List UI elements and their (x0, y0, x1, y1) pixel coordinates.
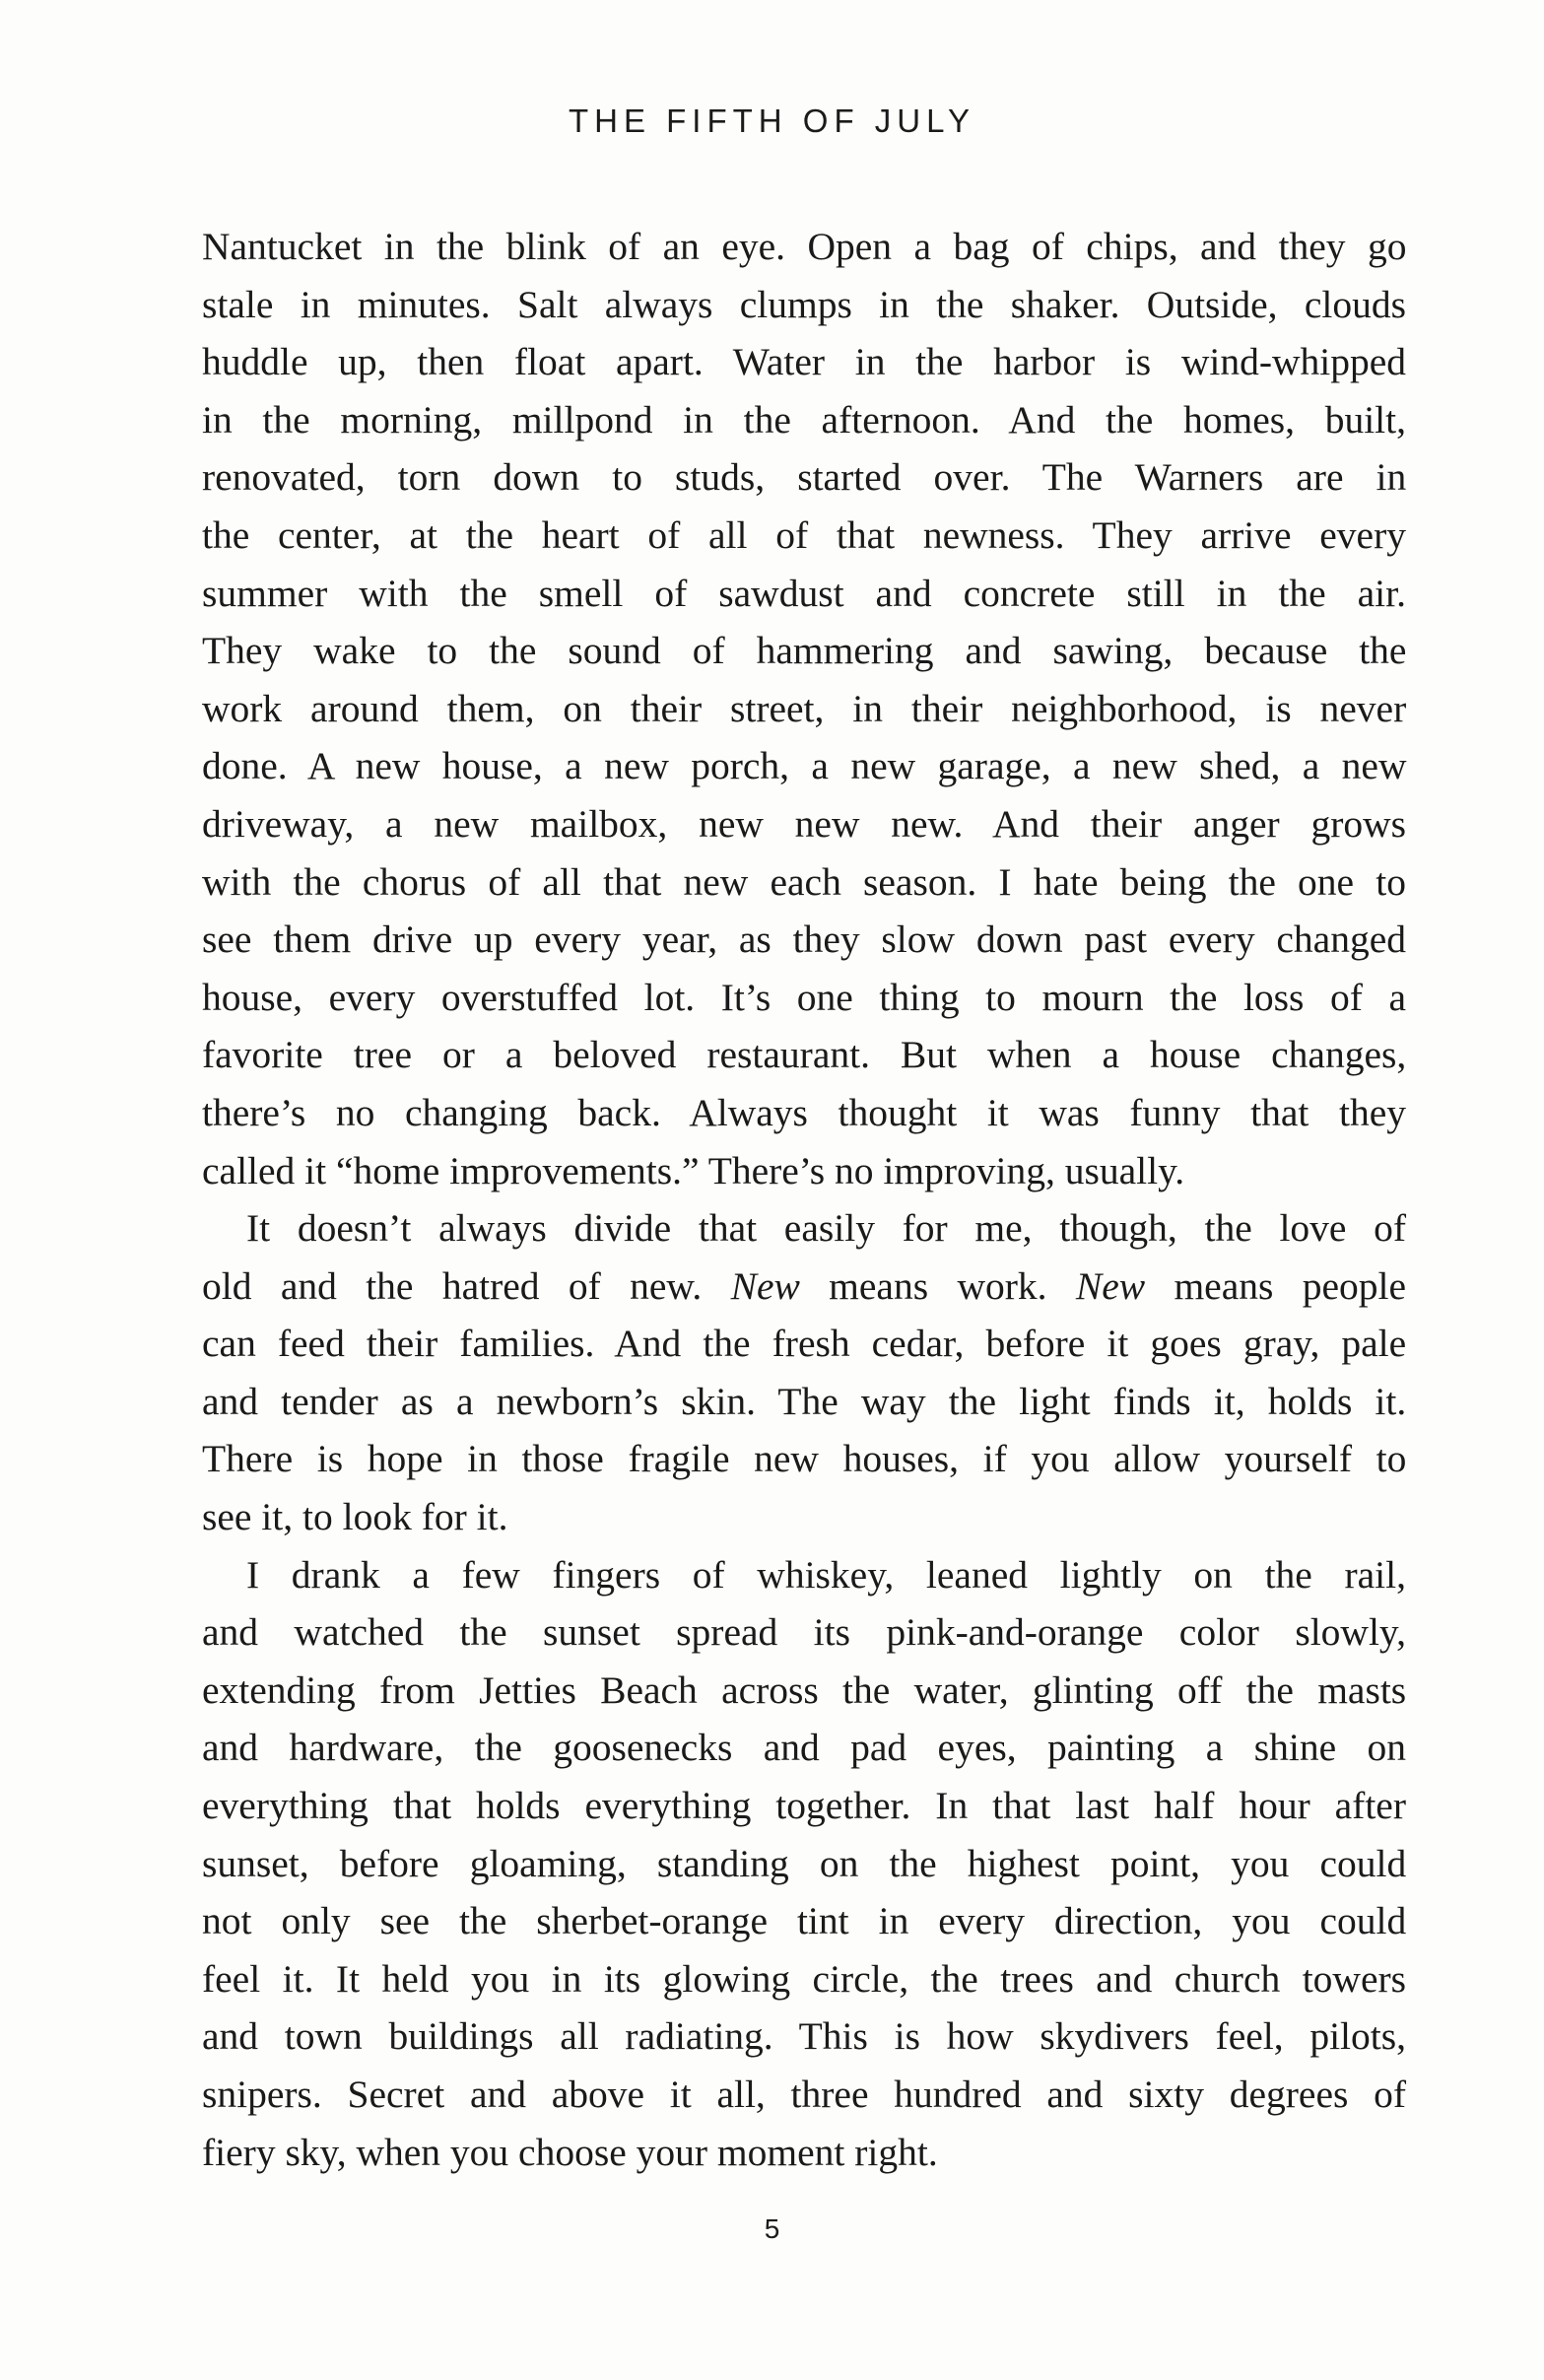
body-text (202, 218, 1406, 2181)
text-line: summer with the smell of sawdust and concrete still in the air. (202, 571, 1406, 615)
text-line-with-italics (202, 1258, 1406, 1316)
text-line: see it, to look for it. (202, 1495, 508, 1539)
text-line: and hardware, the goosenecks and pad eyes, painting a shine on (202, 1726, 1406, 1770)
text-line: everything that holds everything together. In that last half hour after (202, 1784, 1406, 1828)
italic-word: New (730, 1263, 800, 1308)
page-number: 5 (764, 2213, 780, 2244)
text-line: and watched the sunset spread its pink-and-orange color slowly, (202, 1610, 1406, 1655)
text-line: stale in minutes. Salt always clumps in the shaker. Outside, clouds (202, 282, 1406, 326)
text-line: huddle up, then float apart. Water in the harbor is wind-whipped (202, 340, 1407, 384)
text-line: done. A new house, a new porch, a new garage, a new shed, a new (202, 744, 1407, 788)
text-line: there’s no changing back. Always thought it was funny that they (202, 1090, 1406, 1134)
text-line: work around them, on their street, in their neighborhood, is never (202, 686, 1407, 730)
text-line: They wake to the sound of hammering and sawing, because the (202, 629, 1407, 673)
text-line: and tender as a newborn’s skin. The way the light finds it, holds it. (202, 1379, 1407, 1423)
text-line: extending from Jetties Beach across the water, glinting off the masts (202, 1667, 1407, 1712)
text-run: means people (1145, 1263, 1406, 1308)
text-line: snipers. Secret and above it all, three hundred and sixty degrees of (202, 2073, 1406, 2116)
text-run: means work. (799, 1263, 1076, 1308)
paragraph (202, 218, 1406, 1199)
text-line: driveway, a new mailbox, new new new. And their anger grows (202, 801, 1406, 846)
text-line: not only see the sherbet-orange tint in every direction, you could (202, 1899, 1407, 1943)
text-line: It doesn’t always divide that easily for me, though, the love of (246, 1206, 1407, 1251)
text-line: with the chorus of all that new each season. I hate being the one to (202, 859, 1406, 904)
text-line: in the morning, millpond in the afternoon. And the homes, built, (202, 397, 1406, 442)
text-line: see them drive up every year, as they slow down past every changed (202, 918, 1406, 962)
paragraph (202, 1546, 1406, 2182)
text-line: I drank a few fingers of whiskey, leaned lightly on the rail, (246, 1552, 1406, 1597)
text-line: renovated, torn down to studs, started over. The Warners are in (202, 455, 1407, 500)
running-head: THE FIFTH OF JULY (568, 102, 976, 139)
paragraph (202, 1199, 1406, 1546)
text-run: old and the hatred of new. (202, 1263, 731, 1308)
text-line: favorite tree or a beloved restaurant. But when a house changes, (202, 1033, 1407, 1077)
text-line: called it “home improvements.” There’s no improving, usually. (202, 1148, 1185, 1192)
text-line: can feed their families. And the fresh cedar, before it goes gray, pale (202, 1322, 1407, 1366)
text-line: fiery sky, when you choose your moment right. (202, 2130, 938, 2174)
text-line: and town buildings all radiating. This is how skydivers feel, pilots, (202, 2014, 1406, 2059)
text-line: house, every overstuffed lot. It’s one thing to mourn the loss of a (202, 975, 1406, 1019)
text-line: There is hope in those fragile new houses, if you allow yourself to (202, 1437, 1407, 1481)
text-line: Nantucket in the blink of an eye. Open a bag of chips, and they go (202, 225, 1407, 268)
text-line: sunset, before gloaming, standing on the highest point, you could (202, 1841, 1407, 1885)
text-line: feel it. It held you in its glowing circle, the trees and church towers (202, 1956, 1406, 2001)
italic-word: New (1075, 1263, 1146, 1308)
text-line: the center, at the heart of all of that newness. They arrive every (202, 512, 1406, 557)
